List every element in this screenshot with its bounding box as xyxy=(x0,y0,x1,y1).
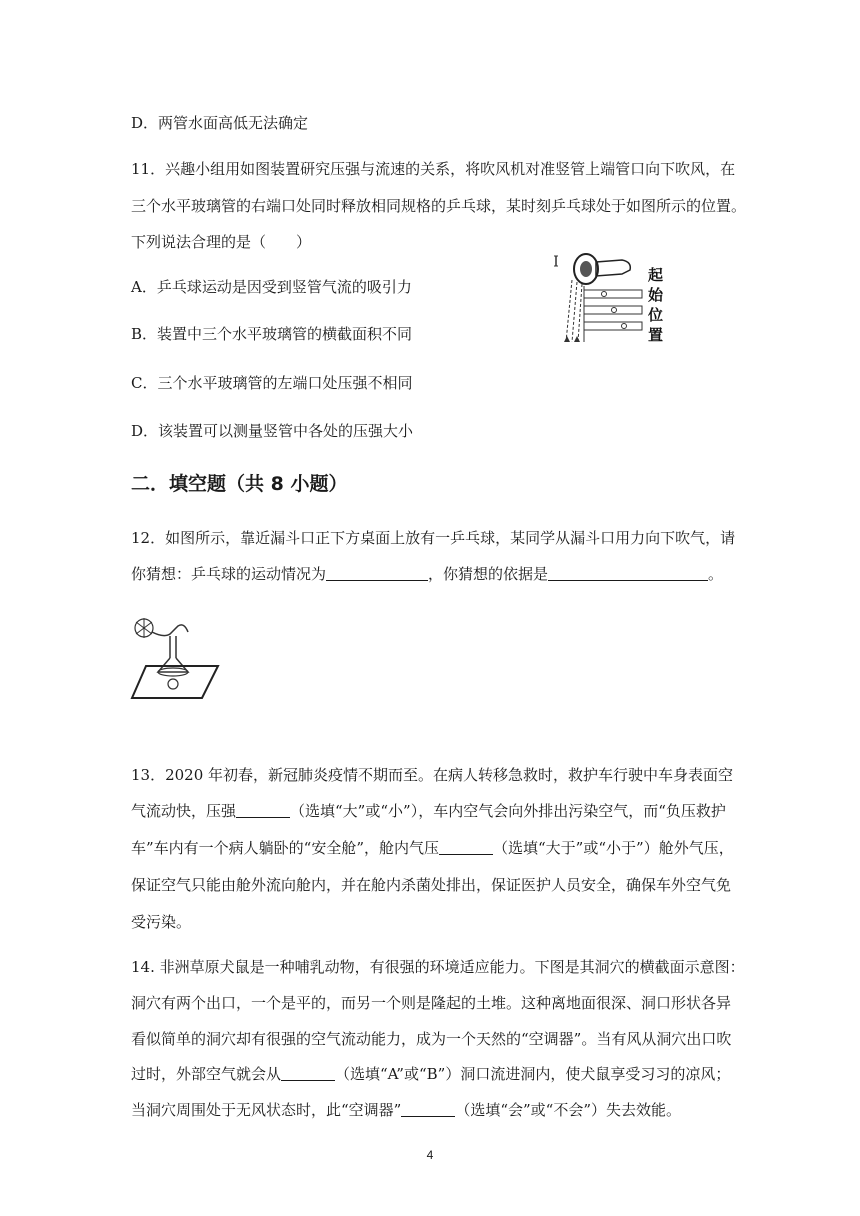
figure-label-char-2: 始 xyxy=(648,286,664,304)
q14-line-2: 洞穴有两个出口，一个是平的，而另一个则是隆起的土堆。这种离地面很深、洞口形状各异 xyxy=(131,994,732,1012)
answer-blank[interactable] xyxy=(548,564,708,581)
blower-tube-figure xyxy=(552,250,672,346)
q11-option-b: B．装置中三个水平玻璃管的横截面积不同 xyxy=(131,325,413,343)
q12-text-c: 。 xyxy=(708,565,724,583)
answer-blank[interactable] xyxy=(401,1100,455,1117)
figure-label-char-4: 置 xyxy=(648,326,664,344)
q12-text-b: ，你猜想的依据是 xyxy=(428,565,549,583)
q10-option-d: D．两管水面高低无法确定 xyxy=(131,114,309,132)
q12-line-1: 12．如图所示，靠近漏斗口正下方桌面上放有一乒乓球，某同学从漏斗口用力向下吹气，请 xyxy=(131,529,736,547)
q14-text-d: （选填“会”或“不会”）失去效能。 xyxy=(455,1101,682,1119)
q13-line-3 xyxy=(131,838,734,858)
q13-text-c: 车”车内有一个病人躺卧的“安全舱”，舱内气压 xyxy=(131,839,440,857)
q14-text-b: （选填“A”或“B”）洞口流进洞内，使犬鼠享受习习的凉风； xyxy=(335,1065,731,1083)
q13-text-d: （选填“大于”或“小于”）舱外气压， xyxy=(493,839,734,857)
q14-line-4 xyxy=(131,1064,730,1084)
q14-line-5 xyxy=(131,1100,681,1120)
answer-blank[interactable] xyxy=(439,838,493,855)
q13-line-5: 受污染。 xyxy=(131,913,192,931)
q13-line-1: 13．2020 年初春，新冠肺炎疫情不期而至。在病人转移急救时，救护车行驶中车身表面空 xyxy=(131,766,734,784)
q11-option-a: A．乒乓球运动是因受到竖管气流的吸引力 xyxy=(131,278,412,296)
q11-option-d: D．该装置可以测量竖管中各处的压强大小 xyxy=(131,422,414,440)
q11-stem-line-1: 11．兴趣小组用如图装置研究压强与流速的关系，将吹风机对准竖管上端管口向下吹风，在 xyxy=(131,160,736,178)
q13-line-2 xyxy=(131,801,726,821)
q14-line-3: 看似简单的洞穴却有很强的空气流动能力，成为一个天然的“空调器”。当有风从洞穴出口吹 xyxy=(131,1030,732,1048)
figure-label-char-1: 起 xyxy=(648,266,664,284)
q14-text-a: 过时，外部空气就会从 xyxy=(131,1065,282,1083)
q11-stem-line-2: 三个水平玻璃管的右端口处同时释放相同规格的乒乓球，某时刻乒乓球处于如图所示的位置。 xyxy=(131,197,747,215)
answer-blank[interactable] xyxy=(281,1064,335,1081)
q13-line-4: 保证空气只能由舱外流向舱内，并在舱内杀菌处排出，保证医护人员安全，确保车外空气免 xyxy=(131,876,732,894)
q14-text-c: 当洞穴周围处于无风状态时，此“空调器” xyxy=(131,1101,402,1119)
funnel-ball-figure xyxy=(128,614,220,702)
q12-line-2 xyxy=(131,564,723,584)
q11-stem-line-3: 下列说法合理的是（ ） xyxy=(131,233,312,251)
section-heading: 二．填空题（共 8 小题） xyxy=(131,473,348,495)
q13-text-a: 气流动快，压强 xyxy=(131,802,237,820)
answer-blank[interactable] xyxy=(326,564,428,581)
q11-option-c: C．三个水平玻璃管的左端口处压强不相同 xyxy=(131,374,413,392)
q12-text-a: 你猜想：乒乓球的运动情况为 xyxy=(131,565,327,583)
q13-text-b: （选填“大”或“小”），车内空气会向外排出污染空气，而“负压救护 xyxy=(290,802,726,820)
q14-line-1: 14. 非洲草原犬鼠是一种哺乳动物，有很强的环境适应能力。下图是其洞穴的横截面示意图： xyxy=(131,958,745,976)
answer-blank[interactable] xyxy=(236,801,290,818)
figure-label-char-3: 位 xyxy=(648,306,664,324)
page-number: 4 xyxy=(426,1148,434,1162)
